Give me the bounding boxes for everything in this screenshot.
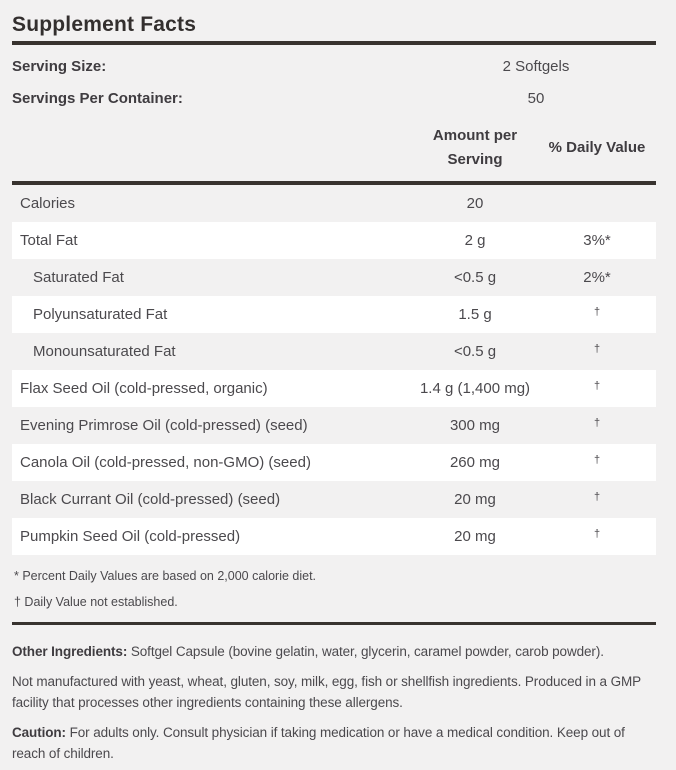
table-row: [12, 370, 656, 407]
panel-title: Supplement Facts: [12, 13, 197, 36]
ingredient-name: Black Currant Oil (cold-pressed) (seed): [20, 491, 281, 508]
serving-size-value: 2 Softgels: [502, 57, 570, 75]
ingredient-name: Calories: [20, 195, 76, 212]
servings-per-container-value: 50: [527, 89, 545, 107]
table-row: [12, 481, 656, 518]
supplement-facts-label: [0, 13, 676, 764]
table-row: [12, 333, 656, 370]
amount-value: <0.5 g: [453, 269, 497, 286]
amount-value: 20: [466, 195, 484, 212]
daily-value: †: [593, 342, 601, 355]
table-row: [12, 518, 656, 555]
daily-value: †: [593, 305, 601, 318]
amount-value: 1.5 g: [458, 306, 492, 323]
other-ingredients-statement: [12, 641, 658, 662]
column-headers: [12, 114, 656, 181]
amount-value: 20 mg: [454, 491, 496, 508]
serving-size-label: Serving Size:: [12, 57, 107, 75]
daily-value: †: [593, 490, 601, 503]
footnote-percent-dv: * Percent Daily Values are based on 2,000 calorie diet.: [14, 569, 317, 583]
supplement-facts-page: [0, 13, 676, 770]
ingredient-name: Canola Oil (cold-pressed, non-GMO) (seed): [20, 454, 311, 471]
ingredient-name: Pumpkin Seed Oil (cold-pressed): [20, 528, 241, 545]
table-row: [12, 222, 656, 259]
caution-statement: [12, 722, 658, 764]
ingredient-name: Monounsaturated Fat: [33, 343, 176, 360]
amount-value: 260 mg: [449, 454, 501, 471]
daily-value: 3%*: [583, 232, 611, 249]
daily-value: †: [593, 416, 601, 429]
other-ingredients-text: Softgel Capsule (bovine gelatin, water, glycerin, caramel powder, carob powder).: [127, 644, 604, 659]
daily-value: 2%*: [583, 269, 611, 286]
footnotes: [0, 569, 676, 609]
amount-value: 2 g: [464, 232, 486, 249]
amount-column-header: Amount per Serving: [432, 126, 518, 168]
servings-per-container-label: Servings Per Container:: [12, 89, 183, 107]
amount-value: 20 mg: [454, 528, 496, 545]
title-divider: [12, 41, 656, 45]
daily-value: †: [593, 453, 601, 466]
footer-divider: [12, 622, 656, 625]
ingredient-name: Saturated Fat: [33, 269, 124, 286]
daily-value: †: [593, 379, 601, 392]
daily-value: †: [593, 527, 601, 540]
ingredient-name: Polyunsaturated Fat: [33, 306, 168, 323]
ingredient-name: Total Fat: [20, 232, 78, 249]
other-ingredients-label: Other Ingredients:: [12, 644, 128, 659]
amount-value: 300 mg: [449, 417, 501, 434]
table-row: [12, 407, 656, 444]
daily-value-column-header: % Daily Value: [548, 138, 646, 156]
amount-value: 1.4 g (1,400 mg): [419, 380, 531, 397]
ingredient-name: Flax Seed Oil (cold-pressed, organic): [20, 380, 268, 397]
servings-per-container-row: [12, 82, 656, 114]
table-row: [12, 259, 656, 296]
table-row: [12, 185, 656, 222]
ingredient-name: Evening Primrose Oil (cold-pressed) (seed): [20, 417, 308, 434]
table-row: [12, 444, 656, 481]
table-row: [12, 296, 656, 333]
serving-size-row: [12, 50, 656, 82]
footnote-dagger: † Daily Value not established.: [14, 595, 178, 609]
caution-label: Caution:: [12, 725, 66, 740]
amount-value: <0.5 g: [453, 343, 497, 360]
caution-text: For adults only. Consult physician if taking medication or have a medical condition. Keep out of reach of children.: [12, 725, 625, 761]
allergen-statement: Not manufactured with yeast, wheat, gluten, soy, milk, egg, fish or shellfish ingredients. Produced in a GMP facility that processes other ingredients containing these allergens.: [12, 674, 641, 710]
facts-table: [0, 185, 676, 555]
